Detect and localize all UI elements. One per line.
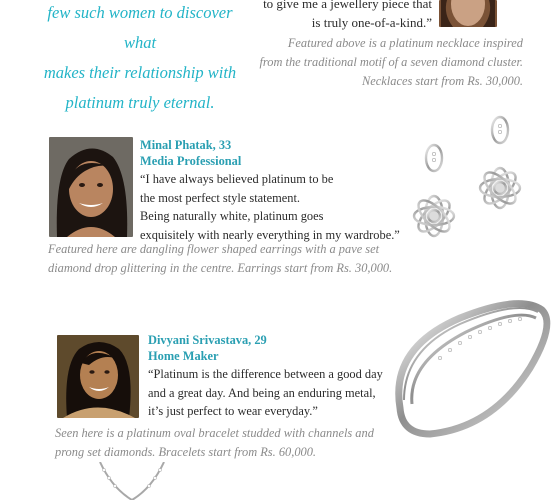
bracelet-image [380,288,551,460]
caption-line: Seen here is a platinum oval bracelet studded with channels and [55,426,374,440]
top-quote [262,0,432,32]
quote-line: to give me a jewellery piece that [263,0,432,11]
necklace-image [82,462,182,500]
caption-line: diamond drop glittering in the centre. Earrings start from Rs. 30,000. [48,261,393,275]
quote-line: is truly one-of-a-kind.” [311,15,432,30]
person-quote [148,365,408,421]
portrait-photo-minal [49,137,133,237]
portrait-photo-divyani [57,335,139,418]
quote-line: Being naturally white, platinum goes [140,209,324,223]
caption-line: Featured here are dangling flower shaped earrings with a pave set [48,242,380,256]
caption-line: Necklaces start from Rs. 30,000. [362,74,523,88]
quote-line: “Platinum is the difference between a good day [148,367,383,381]
intro-text [30,0,250,118]
profile-divyani [148,332,408,421]
quote-line: it’s just perfect to wear everyday.” [148,404,318,418]
portrait-photo [439,0,497,27]
necklace-caption [255,34,523,91]
person-name: Divyani Srivastava, 29 [148,333,267,347]
quote-line: and a great day. And being an enduring metal, [148,385,376,400]
earrings-caption [48,240,408,278]
quote-line: “I have always believed platinum to be [140,172,334,186]
person-name: Minal Phatak, 33 [140,138,232,152]
person-role: Home Maker [148,349,219,363]
intro-line: few such women to discover what [47,3,233,52]
intro-line: platinum truly eternal. [65,93,215,112]
quote-line: the most perfect style statement. [140,190,300,205]
earrings-image [398,108,544,258]
person-role: Media Professional [140,154,242,168]
profile-minal [140,137,410,244]
intro-line: makes their relationship with [43,63,237,82]
person-quote [140,170,410,244]
caption-line: from the traditional motif of a seven diamond cluster. [259,55,523,69]
caption-line: prong set diamonds. Bracelets start from Rs. 60,000. [55,445,317,459]
caption-line: Featured above is a platinum necklace inspired [287,36,523,50]
bracelet-caption [55,424,395,462]
quote-line: exquisitely with nearly everything in my wardrobe.” [140,227,400,242]
